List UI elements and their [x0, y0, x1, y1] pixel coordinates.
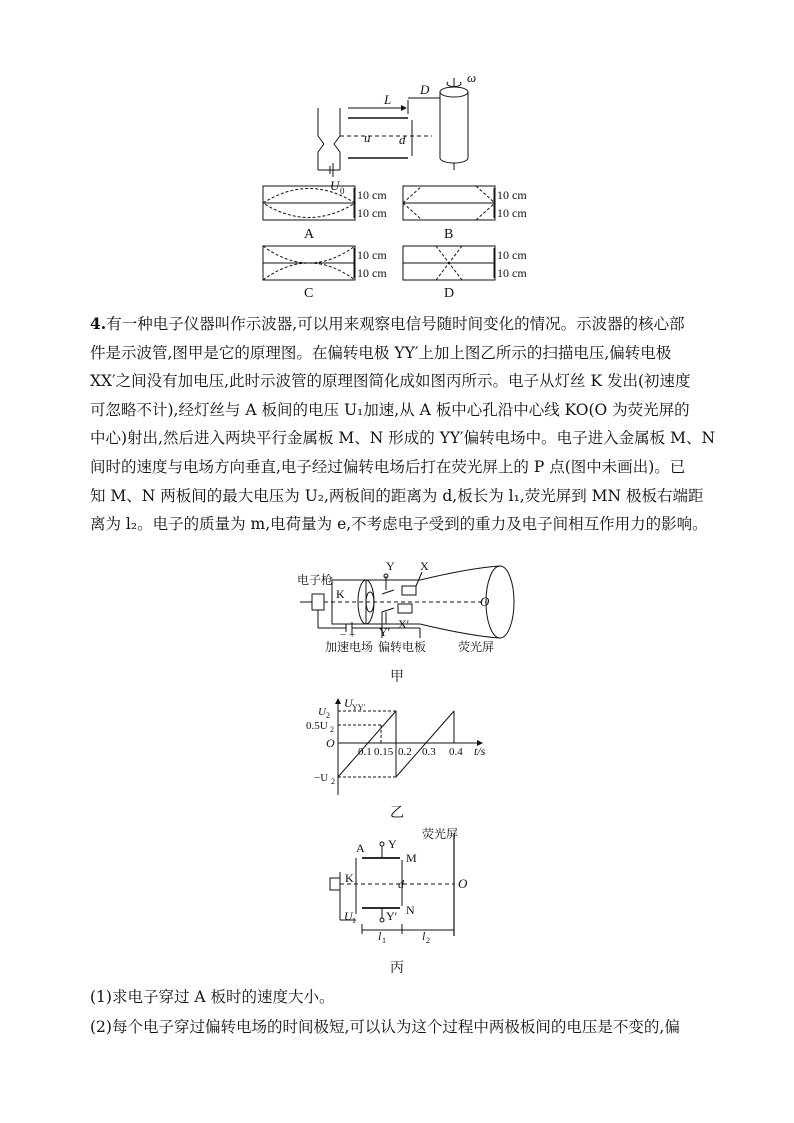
label-gun: 电子枪: [297, 573, 334, 587]
A-bottom-dim: 10 cm: [357, 206, 387, 220]
label-Yp: Y′: [386, 909, 398, 923]
label-A: A: [356, 841, 365, 855]
problem-line-4: 可忽略不计),经灯丝与 A 板间的电压 U₁加速,从 A 板中心孔沿中心线 KO(O 为荧光屏的: [90, 400, 690, 419]
option-A-letter: A: [304, 227, 315, 242]
label-K: K: [345, 871, 354, 885]
label-l2-sub: 2: [426, 936, 430, 945]
label-Yp: Y′: [379, 625, 391, 639]
label-N: N: [406, 903, 415, 917]
label-d: d: [399, 132, 406, 147]
origin-O: O: [326, 736, 335, 750]
tick-0.15: 0.15: [374, 746, 394, 758]
tick-0.4: 0.4: [449, 746, 463, 758]
problem-number: 4.: [90, 314, 107, 333]
label-L: L: [384, 92, 392, 107]
label-l2: l: [422, 929, 426, 943]
simplified-tube-figure: [0, 828, 794, 948]
C-bottom-dim: 10 cm: [357, 266, 387, 280]
problem-line-6: 间时的速度与电场方向垂直,电子经过偏转电场后打在荧光屏上的 P 点(图中未画出)。已: [90, 457, 686, 476]
ramp-1: [338, 711, 396, 777]
sweep-voltage-graph: [0, 695, 794, 805]
label-plus: +: [349, 629, 356, 641]
option-C-letter: C: [304, 286, 314, 301]
option-D-letter: D: [444, 286, 455, 301]
D-bottom-dim: 10 cm: [497, 266, 527, 280]
option-C: [263, 246, 355, 280]
oscilloscope-figure: [0, 558, 794, 678]
label-O: O: [458, 876, 468, 891]
label-K: K: [336, 587, 345, 601]
label-screen: 荧光屏: [458, 640, 495, 654]
label-U1-sub: 1: [352, 916, 356, 925]
B-bottom-dim: 10 cm: [497, 206, 527, 220]
y-axis-label: U: [344, 696, 353, 710]
question-1: (1)求电子穿过 A 板时的速度大小。: [90, 988, 335, 1006]
tick-neg-U2-sub: 2: [331, 777, 335, 786]
label-Y: Y: [388, 837, 397, 851]
label-U0-sub: 0: [340, 186, 345, 196]
tick-0.3: 0.3: [422, 746, 436, 758]
option-grids: [0, 180, 794, 300]
caption-jia: 甲: [390, 669, 404, 685]
tick-0.2: 0.2: [398, 746, 412, 758]
label-Xp: X′: [398, 617, 410, 631]
C-top-dim: 10 cm: [357, 248, 387, 262]
tick-0.1: 0.1: [358, 746, 372, 758]
left-plate: [318, 108, 324, 158]
label-Y: Y: [386, 559, 395, 573]
label-l1: l: [378, 929, 382, 943]
problem-line-2: 件是示波管,图甲是它的原理图。在偏转电极 YY′上加上图乙所示的扫描电压,偏转电极: [90, 343, 672, 362]
x-axis-label: t/s: [474, 744, 486, 758]
tick-neg-U2: −U: [314, 772, 329, 784]
ramp-2: [396, 711, 454, 777]
line-text: 有一种电子仪器叫作示波器,可以用来观察电信号随时间变化的情况。示波器的核心部: [106, 315, 685, 333]
problem-line-3: XX′之间没有加电压,此时示波管的原理图简化成如图丙所示。电子从灯丝 K 发出(初速度: [90, 372, 691, 391]
question-2: (2)每个电子穿过偏转电场的时间极短,可以认为这个过程中两极板间的电压是不变的,偏: [90, 1018, 680, 1036]
y-axis-label-sub: YY′: [352, 703, 366, 712]
option-B-letter: B: [444, 227, 454, 242]
caption-yi: 乙: [390, 805, 404, 821]
problem-line-1: [90, 310, 730, 339]
tick-half-U2-sub: 2: [330, 725, 334, 734]
problem-line-5: 中心)射出,然后进入两块平行金属板 M、N 形成的 YY′偏转电场中。电子进入金属板 M、N: [90, 429, 716, 448]
A-top-dim: 10 cm: [357, 188, 387, 202]
option-D: [403, 246, 495, 280]
label-X: X: [420, 559, 429, 573]
label-u: u: [364, 130, 371, 145]
label-O: O: [480, 594, 490, 609]
label-omega: ω: [467, 70, 477, 85]
label-M: M: [406, 851, 417, 865]
label-screen: 荧光屏: [422, 827, 459, 841]
problem-line-7: 知 M、N 两板间的最大电压为 U₂,两板间的距离为 d,板长为 l₁,荧光屏到 MN 极板右端距: [90, 486, 704, 505]
problem-line-8: 离为 l₂。电子的质量为 m,电荷量为 e,不考虑电子受到的重力及电子间相互作用力的影响。: [90, 515, 708, 534]
label-U1: U: [344, 909, 353, 923]
caption-bing: 丙: [390, 960, 404, 976]
label-accel: 加速电场: [325, 640, 374, 654]
option-B: [403, 186, 495, 220]
label-minus: −: [340, 629, 347, 641]
label-U0: U: [330, 178, 340, 193]
option-A: [263, 186, 355, 220]
tick-U2: U: [318, 706, 326, 718]
label-l1-sub: 1: [382, 936, 386, 945]
label-D: D: [420, 82, 430, 97]
D-top-dim: 10 cm: [497, 248, 527, 262]
tick-U2-sub: 2: [326, 711, 330, 720]
problem-text: [90, 310, 730, 539]
label-d: d: [398, 877, 404, 891]
tick-half-U2: 0.5U: [306, 720, 328, 732]
second-plate: [334, 108, 340, 158]
label-deflect: 偏转电板: [378, 640, 427, 654]
B-top-dim: 10 cm: [497, 188, 527, 202]
